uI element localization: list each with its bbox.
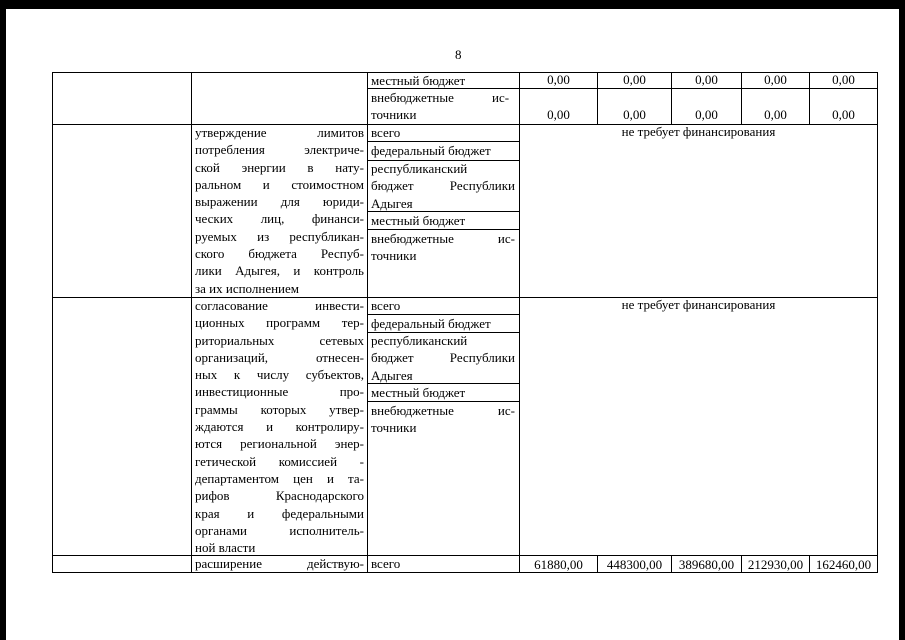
description-line: гетической комиссией - [195,453,364,469]
description-line: ческих лиц, финанси- [195,211,364,227]
table-col-divider [519,72,520,573]
value-cell: 448300,00 [606,557,663,572]
measure-description [195,297,364,556]
source-extrabudgetary [371,402,515,437]
source-line: точники [371,420,417,436]
description-line: расширение действую- [195,556,364,571]
description-line: выражении для юриди- [195,194,364,210]
description-line: потребления электриче- [195,142,364,158]
measure-description [195,124,364,297]
scan-border-right [899,0,905,640]
description-line: органами исполнитель- [195,522,364,538]
source-line: точники [371,248,417,264]
value-cell: 0,00 [695,107,718,122]
scan-border-top [0,0,905,9]
value-cell: 0,00 [547,72,570,87]
table-row-divider [52,555,878,556]
description-line: согласование инвести- [195,298,364,313]
description-line: граммы которых утвер- [195,401,364,417]
source-line: республиканский [371,161,468,176]
value-cell: 212930,00 [747,557,804,572]
source-federal-budget: федеральный бюджет [371,143,491,158]
source-local-budget: местный бюджет [371,73,466,88]
description-line: ных к числу субъектов, [195,367,364,383]
table-border-right [877,72,878,573]
description-line: за их исполнением [195,280,299,296]
no-funding-note: не требует финансирования [621,297,776,312]
description-line: инвестиционные про- [195,384,364,400]
scan-border-left [0,0,6,640]
source-total: всего [371,125,401,140]
value-cell: 0,00 [832,107,855,122]
table-border-left [52,72,53,573]
value-cell: 389680,00 [678,557,735,572]
source-line: Адыгея [371,367,413,383]
description-line: края и федеральными [195,505,364,521]
description-line: департаментом цен и та- [195,470,364,486]
value-cell: 0,00 [764,107,787,122]
description-line: лики Адыгея, и контроль [195,263,364,279]
value-cell: 0,00 [764,72,787,87]
no-funding-note: не требует финансирования [621,124,776,139]
source-federal-budget: федеральный бюджет [371,316,491,331]
description-line: риториальных сетевых [195,332,364,348]
value-cell: 0,00 [832,72,855,87]
value-cell: 0,00 [623,72,646,87]
source-extrabudgetary [371,230,515,265]
value-cell: 0,00 [623,107,646,122]
table-col-divider [191,72,192,573]
description-line: ются региональной энер- [195,436,364,452]
table-border-bottom [52,572,878,573]
page-number: 8 [455,47,462,62]
source-republic-budget [371,160,515,212]
source-extrabudgetary-cont: точники [371,107,417,122]
description-line: руемых из республикан- [195,228,364,244]
description-line: ционных программ тер- [195,315,364,331]
source-line: внебюджетные ис- [371,403,515,418]
description-line: ждаются и контролиру- [195,419,364,435]
source-total: всего [371,556,401,571]
source-line: республиканский [371,333,468,348]
source-local-budget: местный бюджет [371,213,466,228]
value-cell: 61880,00 [534,557,583,572]
value-cell: 0,00 [695,72,718,87]
source-line: Адыгея [371,195,413,211]
source-line: бюджет Республики [371,178,515,194]
description-line: ского бюджета Респуб- [195,246,364,262]
source-extrabudgetary-hyphen: ис- [492,90,510,105]
description-line: рифов Краснодарского [195,488,364,504]
source-line: бюджет Республики [371,350,515,366]
description-line: ной власти [195,540,256,556]
description-line: ральном и стоимостном [195,176,364,192]
description-line: организаций, отнесен- [195,349,364,365]
value-cell: 162460,00 [815,557,872,572]
description-line: утверждение лимитов [195,125,364,140]
source-republic-budget [371,332,515,384]
value-cell: 0,00 [547,107,570,122]
source-total: всего [371,298,401,313]
table-col-divider [367,72,368,573]
description-line: ской энергии в нату- [195,159,364,175]
source-local-budget: местный бюджет [371,385,466,400]
source-extrabudgetary: внебюджетные [371,90,454,105]
measure-description [195,555,364,572]
source-line: внебюджетные ис- [371,231,515,246]
